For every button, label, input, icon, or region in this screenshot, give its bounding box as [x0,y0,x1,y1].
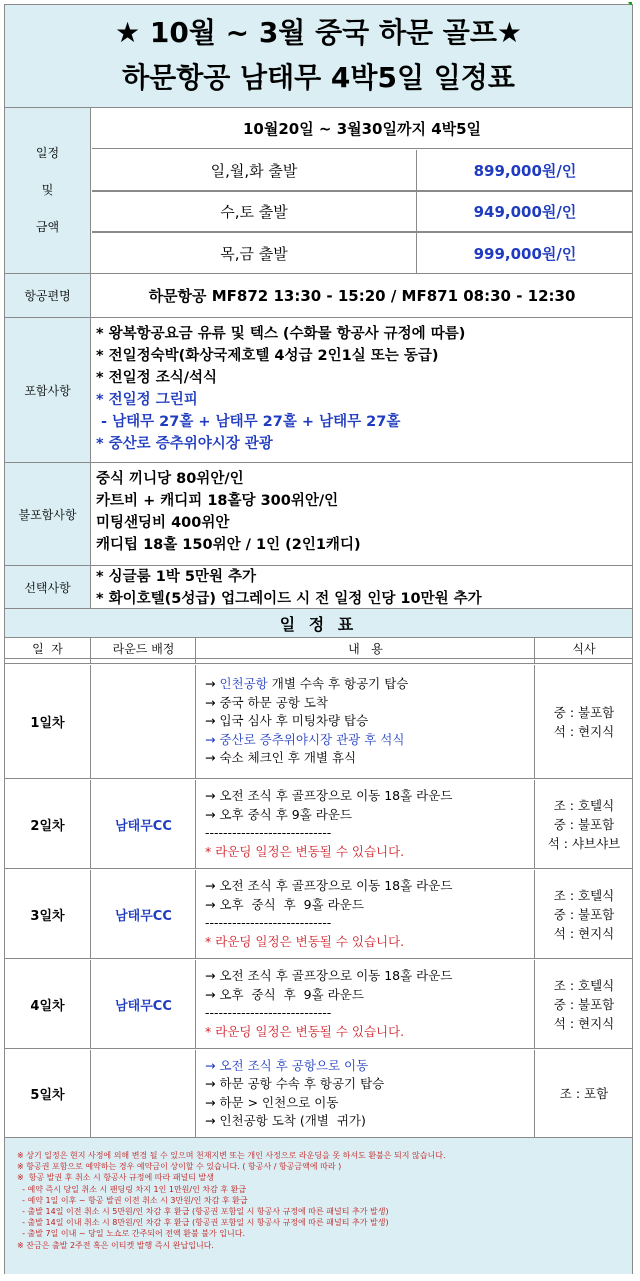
divider-line: ---------------------------- [205,1005,332,1020]
meal-line: 중 : 불포함 [553,704,615,720]
schedule-header [5,638,632,659]
meal-line: 조 : 포함 [559,1086,609,1101]
schedule-title: 일 정 표 [5,609,632,638]
note-line: ※ 상기 일정은 현지 사정에 의해 변경 될 수 있으며 천재지변 또는 개인 사정으로 라운딩을 못 하셔도 환불은 되지 않습니다. [17,1151,446,1160]
price-value: 999,000원/인 [473,244,577,263]
optional-label: 선택사항 [5,566,91,608]
list-item: * 전일정숙박(화상국제호텔 4성급 2인1실 또는 동급) [96,348,439,364]
meals [536,870,632,958]
list-item: 중식 끼니당 80위안/인 [96,471,244,487]
list-item: 카트비 + 캐디피 18홀당 300위안/인 [96,493,339,509]
included-section [5,318,632,463]
departure-days: 수,토 출발 [92,192,417,231]
list-item: * 화이호텔(5성급) 업그레이드 시 전 일정 인당 10만원 추가 [96,591,482,607]
price-section [5,108,632,274]
activity-line: → 인천공항 도착 (개별 귀가) [205,1113,366,1128]
note-line: - 출발 14일 이내 취소 시 8만원/인 차감 후 환급 (항공권 포함일 시 항공사 규정에 따른 패널티 추가 발생) [17,1218,389,1228]
activity-line: → 오전 조식 후 공항으로 이동 [205,1057,369,1073]
activity-line: → 오전 조식 후 골프장으로 이동 18홀 라운드 [205,878,453,893]
meals [536,1050,632,1137]
meal-line: 조 : 호텔식 [553,977,615,993]
meals [536,665,632,778]
activity-line: → 중산로 증추위야시장 관광 후 석식 [205,731,405,747]
schedule-row-day5 [5,1050,632,1138]
list-item: * 전일정 그린피 [96,392,198,408]
header-day: 일 자 [5,638,91,658]
meal-line: 석 : 현지식 [553,925,615,941]
round-assignment: 남태무CC [92,960,196,1048]
day-activities [197,960,535,1048]
day-label: 3일차 [5,870,91,958]
note-line: - 출발 14일 이전 취소 시 5만원/인 차감 후 환급 (항공권 포함일 시 항공사 규정에 따른 패널티 추가 발생) [17,1207,389,1217]
meal-line: 중 : 불포함 [553,996,615,1012]
price-row [92,191,632,232]
excluded-list [92,463,632,556]
meal-line: 중 : 불포함 [553,816,615,832]
notice-line: * 라운딩 일정은 변동될 수 있습니다. [205,933,405,949]
day-activities [197,780,535,868]
price-row [92,232,632,273]
title-banner [5,5,632,108]
excluded-section [5,463,632,566]
note-line: - 예약 즉시 당일 취소 시 팬딩링 차지 1인 1만원/인 차감 후 환급 [17,1184,247,1194]
activity-line: → 입국 심사 후 미팅차량 탑승 [205,713,369,729]
meal-line: 석 : 현지식 [553,723,615,739]
note-line: ※ 잔금은 출발 2주전 혹은 이티켓 발행 즉시 완납입니다. [17,1240,214,1250]
meals [536,780,632,868]
day-activities [197,870,535,958]
list-item: * 전일정 조식/석식 [96,370,218,386]
list-item: * 왕복항공요금 유류 및 텍스 (수화물 항공사 규정에 따름) [96,326,466,342]
note-line: - 출발 7일 이내 ~ 당일 노쇼로 간주되어 전액 환불 불가 입니다. [17,1229,246,1239]
activity-line: → 하문 > 인천으로 이동 [205,1094,339,1110]
note-line: ※ 항공권 포함으로 예약하는 경우 예약금이 상이할 수 있습니다. ( 항공사 / 항공금액에 따라 ) [17,1162,342,1172]
round-assignment: 남태무CC [92,780,196,868]
note-line: - 예약 1일 이후 ~ 항공 발권 이전 취소 시 3만원/인 차감 후 환급 [17,1195,248,1205]
meal-line: 석 : 현지식 [553,1015,615,1031]
round-assignment [92,1050,196,1137]
notice-line: * 라운딩 일정은 변동될 수 있습니다. [205,843,405,859]
activity-line: → 하문 공항 수속 후 항공기 탑승 [205,1076,385,1091]
activity-line: → 오후 중식 후 9홀 라운드 [205,986,364,1002]
title-line-2: 하문항공 남태무 4박5일 일정표 [122,61,515,94]
activity-line: → 오전 조식 후 골프장으로 이동 18홀 라운드 [205,788,453,803]
activity-line: → 오후 중식 후 9홀 라운드 [205,896,364,912]
price-value: 949,000원/인 [473,203,577,221]
schedule-row-day3 [5,870,632,959]
day-label: 5일차 [5,1050,91,1137]
schedule-row-day1 [5,665,632,779]
tour-period: 10월20일 ~ 3월30일까지 4박5일 [92,108,632,149]
activity-line: → 숙소 체크인 후 개별 휴식 [205,750,357,766]
activity-line: → 오전 조식 후 골프장으로 이동 18홀 라운드 [205,968,453,983]
note-line: ※ 항공 발권 후 취소 시 항공사 규정에 따라 패널티 발생 [17,1173,214,1183]
excluded-label: 불포함사항 [5,463,91,565]
meals [536,960,632,1048]
divider-line: ---------------------------- [205,825,332,840]
price-row [92,150,632,191]
header-meal: 식사 [572,641,596,656]
price-section-label: 일정 및 금액 [5,108,91,273]
schedule-row-day4 [5,960,632,1049]
price-value: 899,000원/인 [473,161,577,180]
flight-info: 하문항공 MF872 13:30 - 15:20 / MF871 08:30 - 12:30 [148,287,576,305]
flight-section [5,274,632,318]
meal-line: 조 : 호텔식 [553,887,615,903]
notes-box [5,1138,632,1274]
schedule-row-day2 [5,780,632,869]
activity-line: → 중국 하문 공항 도착 [205,694,328,710]
divider-line: ---------------------------- [205,915,332,930]
list-item: 미팅샌딩비 400위안 [96,515,230,531]
included-label: 포함사항 [5,318,91,462]
flight-label: 항공편명 [5,274,91,317]
activity-line: → 인천공항 개별 수속 후 항공기 탑승 [205,676,409,692]
list-item: 캐디팁 18홀 150위안 / 1인 (2인1캐디) [96,537,361,553]
day-label: 4일차 [5,960,91,1048]
optional-list [92,566,632,610]
day-label: 1일차 [5,665,91,778]
meal-line: 중 : 불포함 [553,906,615,922]
round-assignment [92,665,196,778]
activity-line: → 오후 중식 후 9홀 라운드 [205,806,352,822]
list-item: * 싱글룸 1박 5만원 추가 [96,569,257,585]
notice-line: * 라운딩 일정은 변동될 수 있습니다. [205,1023,405,1039]
title-line-1: ★ 10월 ~ 3월 중국 하문 골프★ [115,16,522,49]
departure-days: 목,금 출발 [92,233,417,273]
round-assignment: 남태무CC [92,870,196,958]
day-label: 2일차 [5,780,91,868]
header-spacer [5,659,632,664]
day-activities [197,665,535,778]
header-round: 라운드 배정 [92,638,196,658]
meal-line: 조 : 호텔식 [553,797,615,813]
list-item: * 중산로 증추위야시장 관광 [96,436,273,452]
departure-days: 일,월,화 출발 [92,150,417,190]
included-list [92,318,632,455]
header-content: 내 용 [197,638,535,658]
day-activities [197,1050,535,1137]
meal-line: 석 : 샤브샤브 [547,835,621,851]
optional-section [5,566,632,609]
list-item: - 남태무 27홀 + 남태무 27홀 + 남태무 27홀 [96,414,401,430]
